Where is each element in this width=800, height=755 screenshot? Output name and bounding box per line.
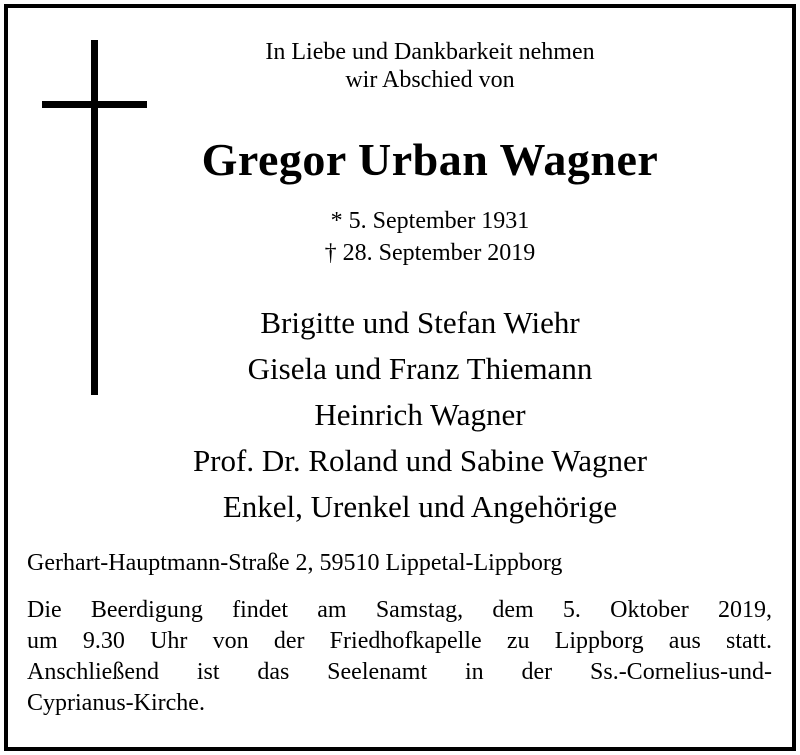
cross-symbol-horizontal [42,101,147,108]
life-dates [140,205,720,269]
funeral-notice-line: Die Beerdigung findet am Samstag, dem 5. Oktober 2019, [27,597,772,623]
funeral-notice [27,595,772,719]
family-address: Gerhart-Hauptmann-Straße 2, 59510 Lippetal-Lippborg [27,550,563,576]
intro-line: wir Abschied von [345,67,515,93]
funeral-notice-line: Cyprianus-Kirche. [27,690,205,716]
deceased-name: Gregor Urban Wagner [201,134,659,185]
death-date: † 28. September 2019 [324,240,536,266]
intro-text [140,38,720,94]
mourner-line: Brigitte und Stefan Wiehr [260,305,580,340]
mourner-line: Gisela und Franz Thiemann [247,351,593,386]
mourners-list [100,300,740,530]
funeral-notice-line: Anschließend ist das Seelenamt in der Ss.-Cornelius-und- [27,659,772,685]
funeral-notice-line: um 9.30 Uhr von der Friedhofkapelle zu Lippborg aus statt. [27,628,772,654]
mourner-line: Enkel, Urenkel und Angehörige [222,489,618,524]
mourner-line: Prof. Dr. Roland und Sabine Wagner [192,443,648,478]
intro-line: In Liebe und Dankbarkeit nehmen [265,39,595,65]
birth-date: * 5. September 1931 [330,208,530,234]
mourner-line: Heinrich Wagner [314,397,526,432]
cross-symbol-vertical [91,40,98,395]
